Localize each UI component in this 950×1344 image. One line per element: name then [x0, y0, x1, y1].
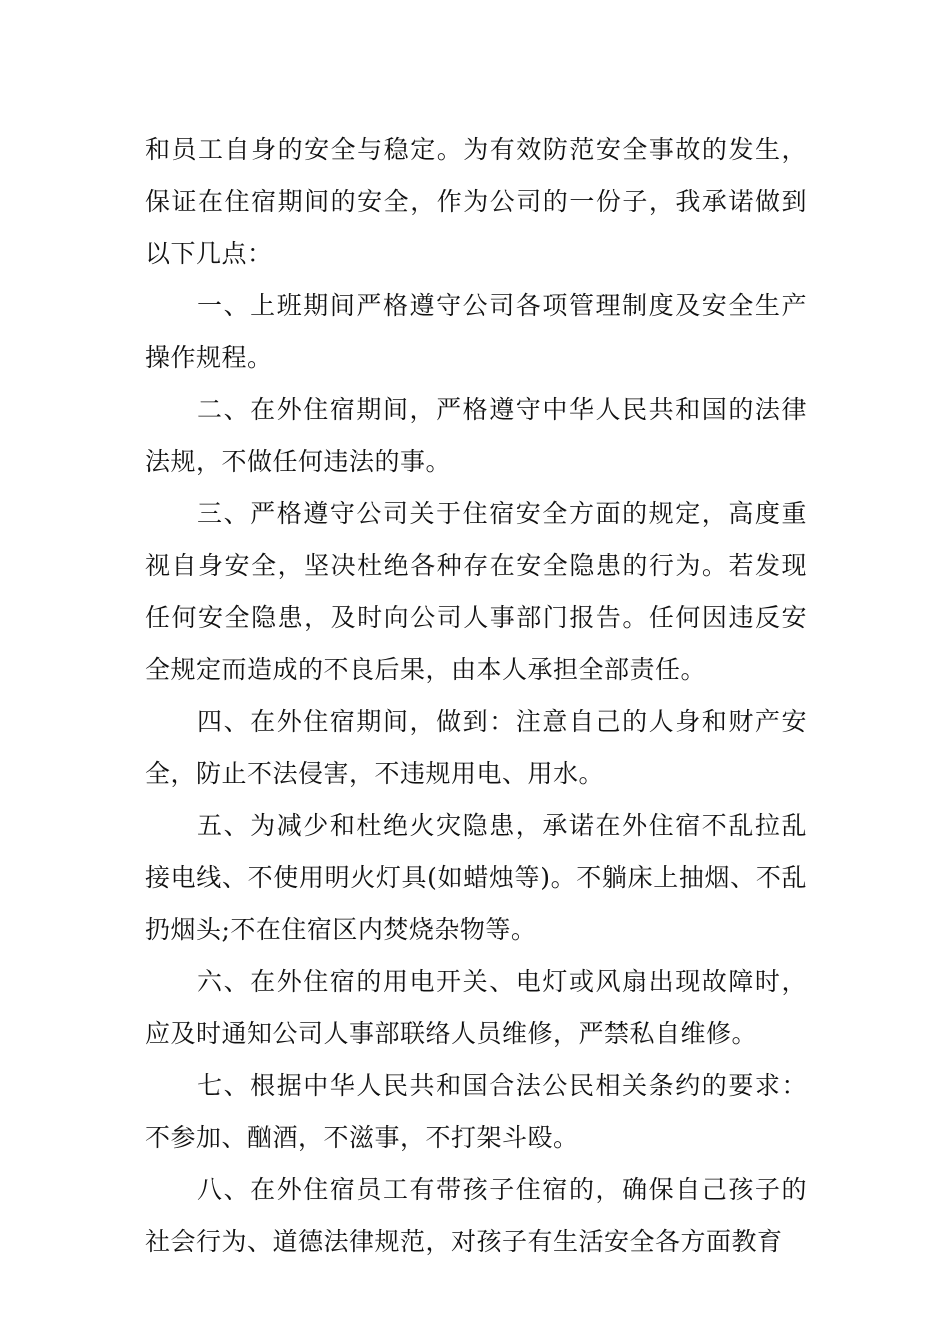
paragraph-item-6: 六、在外住宿的用电开关、电灯或风扇出现故障时，应及时通知公司人事部联络人员维修，严禁私自维修。 [145, 967, 807, 1048]
paragraph-item-7: 七、根据中华人民共和国合法公民相关条约的要求：不参加、酗酒，不滋事，不打架斗殴。 [145, 1071, 807, 1152]
paragraph-item-1: 一、上班期间严格遵守公司各项管理制度及安全生产操作规程。 [145, 291, 807, 372]
paragraph-item-5: 五、为减少和杜绝火灾隐患，承诺在外住宿不乱拉乱接电线、不使用明火灯具(如蜡烛等)。不躺床上抽烟、不乱扔烟头;不在住宿区内焚烧杂物等。 [145, 811, 807, 944]
paragraph-item-4: 四、在外住宿期间，做到：注意自己的人身和财产安全，防止不法侵害，不违规用电、用水。 [145, 707, 807, 788]
document-body [145, 124, 807, 1268]
paragraph-item-3: 三、严格遵守公司关于住宿安全方面的规定，高度重视自身安全，坚决杜绝各种存在安全隐患的行为。若发现任何安全隐患，及时向公司人事部门报告。任何因违反安全规定而造成的不良后果，由本人承担全部责任。 [145, 499, 807, 684]
paragraph-intro-continuation: 和员工自身的安全与稳定。为有效防范安全事故的发生，保证在住宿期间的安全，作为公司的一份子，我承诺做到以下几点： [145, 135, 807, 268]
paragraph-item-8: 八、在外住宿员工有带孩子住宿的，确保自己孩子的社会行为、道德法律规范，对孩子有生活安全各方面教育 [145, 1175, 807, 1256]
paragraph-item-2: 二、在外住宿期间，严格遵守中华人民共和国的法律法规，不做任何违法的事。 [145, 395, 807, 476]
